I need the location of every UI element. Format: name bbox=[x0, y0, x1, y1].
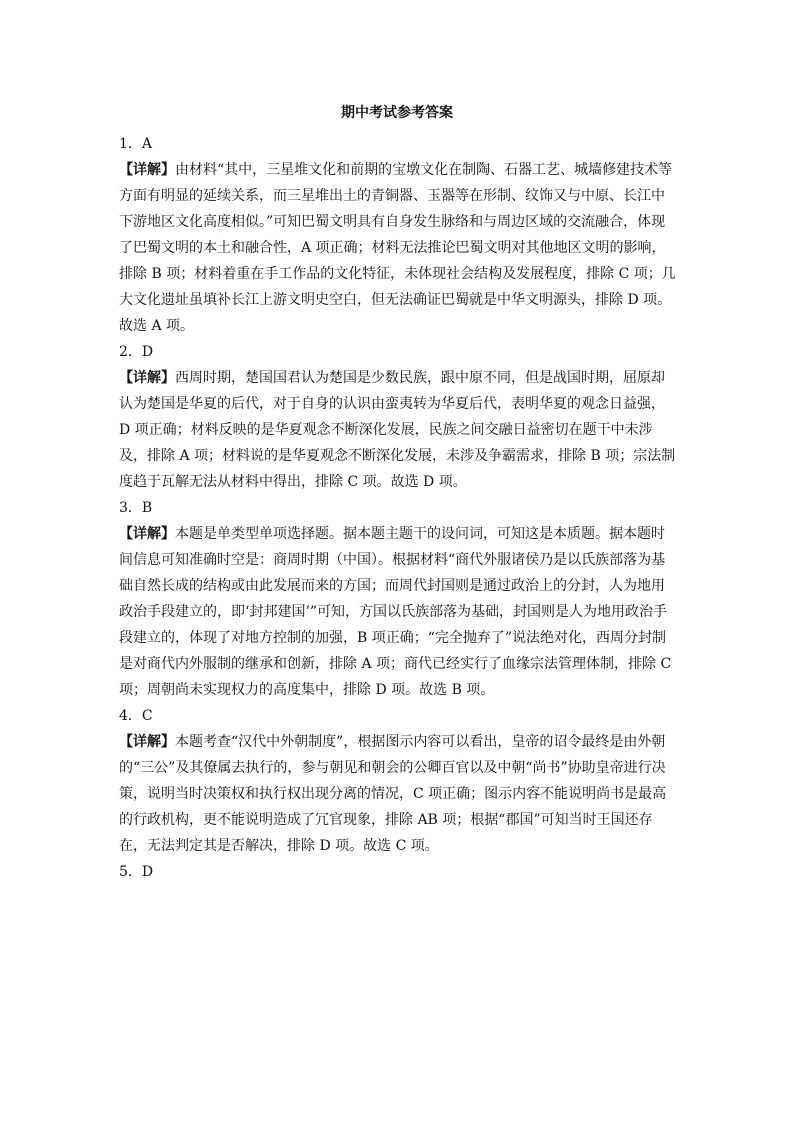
explanation-line: 间信息可知准确时空是：商周时期（中国）。根据材料“商代外服诸侯乃是以氏族部落为基 bbox=[119, 552, 666, 568]
explanation-line: 段建立的，体现了对地方控制的加强，B 项正确；“完全抛弃了”说法绝对化，西周分封制 bbox=[119, 630, 667, 646]
explanation-line bbox=[119, 157, 684, 183]
answer-list bbox=[119, 131, 684, 885]
answer-block-1 bbox=[119, 131, 684, 339]
explanation-tag: 【详解】 bbox=[119, 370, 175, 386]
explanation-tag: 【详解】 bbox=[119, 526, 175, 542]
answer-number: 5．D bbox=[119, 864, 154, 880]
explanation-tag: 【详解】 bbox=[119, 734, 175, 750]
explanation-line: 在，无法判定其是否解决，排除 D 项。故选 C 项。 bbox=[119, 838, 439, 854]
explanation-text: 由材料“其中，三星堆文化和前期的宝墩文化在制陶、石器工艺、城墙修建技术等 bbox=[175, 162, 673, 178]
explanation-line bbox=[119, 521, 684, 547]
explanation-line bbox=[119, 365, 684, 391]
answer-block-5 bbox=[119, 859, 684, 885]
explanation-line: 方面有明显的延续关系，而三星堆出土的青铜器、玉器等在形制、纹饰又与中原、长江中 bbox=[119, 188, 665, 204]
explanation-line: 是对商代内外服制的继承和创新，排除 A 项；商代已经实行了血缘宗法管理体制，排除 C bbox=[119, 656, 672, 672]
explanation-line: 的行政机构，更不能说明造成了冗官现象，排除 AB 项；根据“郡国”可知当时王国还存 bbox=[119, 812, 653, 828]
answer-number: 3．B bbox=[119, 500, 153, 516]
explanation-line: 认为楚国是华夏的后代，对于自身的认识由蛮夷转为华夏后代，表明华夏的观念日益强， bbox=[119, 396, 665, 412]
answer-number: 1．A bbox=[119, 136, 153, 152]
explanation-line: 下游地区文化高度相似。”可知巴蜀文明具有自身发生脉络和与周边区域的交流融合，体现 bbox=[119, 214, 666, 230]
explanation-text: 本题是单类型单项选择题。据本题主题干的设问词，可知这是本质题。据本题时 bbox=[175, 526, 665, 542]
explanation-tag: 【详解】 bbox=[119, 162, 175, 178]
explanation-line: 策，说明当时决策权和执行权出现分离的情况，C 项正确；图示内容不能说明尚书是最高 bbox=[119, 786, 667, 802]
explanation-line: 故选 A 项。 bbox=[119, 318, 195, 334]
explanation-line: 及，排除 A 项；材料说的是华夏观念不断深化发展，未涉及争霸需求，排除 B 项；宗法制 bbox=[119, 448, 676, 464]
explanation-line: D 项正确；材料反映的是华夏观念不断深化发展，民族之间交融日益密切在题干中未涉 bbox=[119, 422, 653, 438]
answer-block-2 bbox=[119, 339, 684, 495]
explanation-line: 了巴蜀文明的本土和融合性，A 项正确；材料无法推论巴蜀文明对其他地区文明的影响， bbox=[119, 240, 666, 256]
explanation-line: 的“三公”及其僚属去执行的，参与朝见和朝会的公卿百官以及中朝“尚书”协助皇帝进行决 bbox=[119, 760, 666, 776]
explanation-line: 政治手段建立的，即‘封邦建国’”可知，方国以氏族部落为基础，封国则是人为地用政治手 bbox=[119, 604, 668, 620]
page-title: 期中考试参考答案 bbox=[341, 105, 453, 121]
explanation-line: 大文化遗址虽填补长江上游文明史空白，但无法确证巴蜀就是中华文明源头，排除 D 项。 bbox=[119, 292, 672, 308]
explanation-line: 项；周朝尚未实现权力的高度集中，排除 D 项。故选 B 项。 bbox=[119, 682, 495, 698]
explanation-text: 西周时期，楚国国君认为楚国是少数民族，跟中原不同，但是战国时期，屈原却 bbox=[175, 370, 665, 386]
answer-number: 2．D bbox=[119, 344, 154, 360]
explanation-line: 排除 B 项；材料着重在手工作品的文化特征，未体现社会结构及发展程度，排除 C 项；几 bbox=[119, 266, 676, 282]
answer-number: 4．C bbox=[119, 708, 153, 724]
answer-block-3 bbox=[119, 495, 684, 703]
answer-block-4 bbox=[119, 703, 684, 859]
explanation-text: 本题考查“汉代中外朝制度”，根据图示内容可以看出，皇帝的诏令最终是由外朝 bbox=[175, 734, 666, 750]
explanation-line: 础自然长成的结构或由此发展而来的方国；而周代封国则是通过政治上的分封，人为地用 bbox=[119, 578, 665, 594]
explanation-line: 度趋于瓦解无法从材料中得出，排除 C 项。故选 D 项。 bbox=[119, 474, 467, 490]
explanation-line bbox=[119, 729, 684, 755]
